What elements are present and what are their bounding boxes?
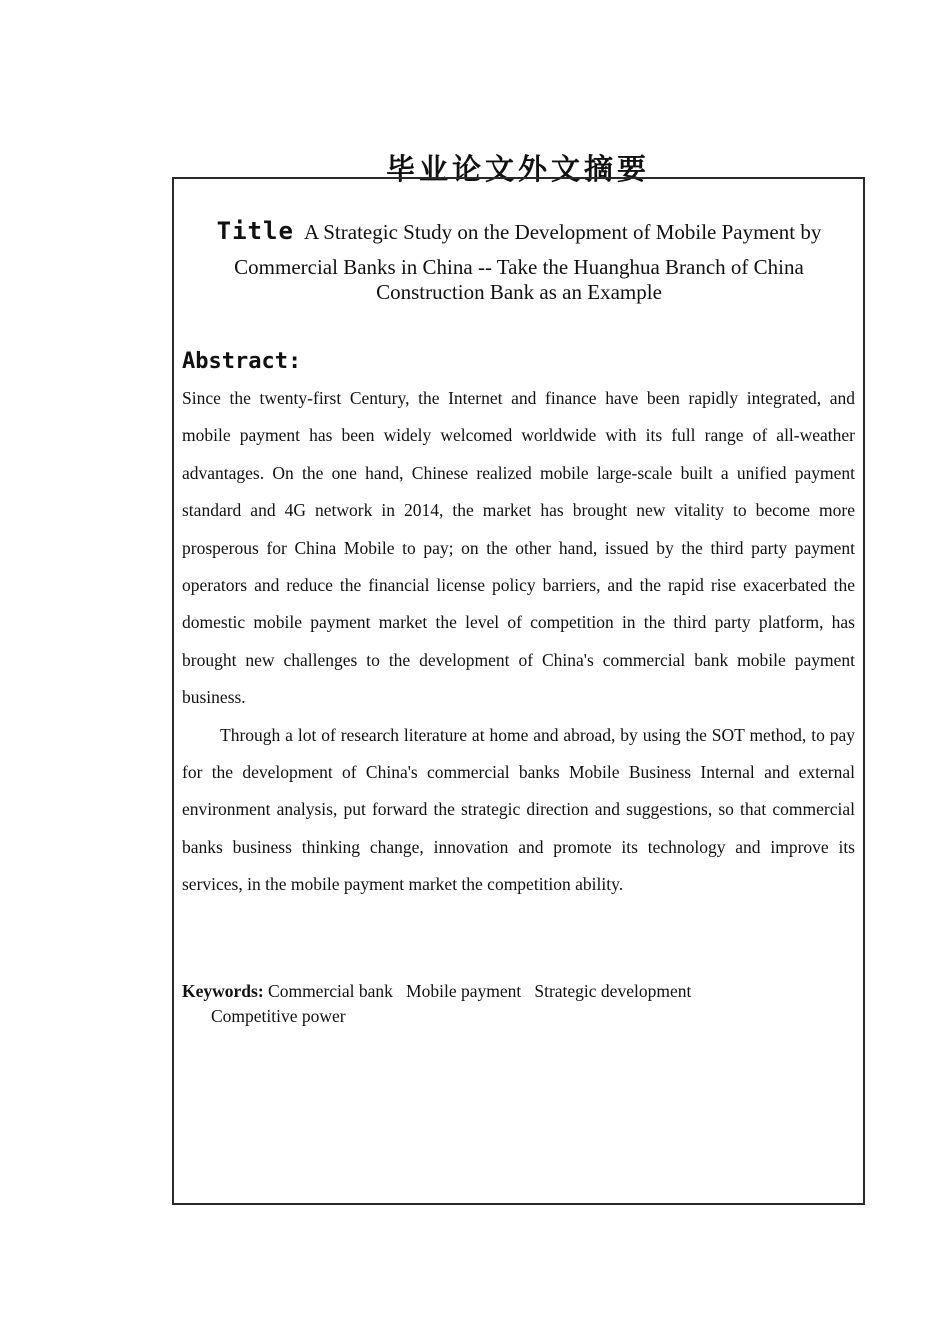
abstract-frame	[172, 177, 865, 1205]
abstract-heading: Abstract:	[182, 349, 302, 374]
abstract-paragraph-2: Through a lot of research literature at home and abroad, by using the SOT method, to pay for the development of China's commercial banks Mobile Business Internal and external environment analysis, put forward the strategic direction and suggestions, so that commercial banks business thinking change, innovation and promote its technology and improve its services, in the mobile payment market the competition ability.	[182, 724, 855, 895]
title-line-1	[204, 219, 834, 255]
title-text-line-3: Construction Bank as an Example	[376, 280, 662, 304]
keywords-values-line-1: Commercial bank Mobile payment Strategic development	[268, 981, 692, 1001]
title-text-line-1: A Strategic Study on the Development of Mobile Payment by	[304, 220, 822, 244]
title-text-line-2: Commercial Banks in China -- Take the Huanghua Branch of China	[234, 255, 804, 279]
title-label: Title	[216, 217, 294, 245]
keywords-block	[182, 979, 855, 1029]
keywords-label: Keywords:	[182, 981, 264, 1001]
keywords-values-line-2: Competitive power	[211, 1006, 346, 1026]
abstract-paragraph-1: Since the twenty-first Century, the Internet and finance have been rapidly integrated, and mobile payment has been widely welcomed worldwide with its full range of all-weather advantages. On the one hand, Chinese realized mobile large-scale built a unified payment standard and 4G network in 2014, the market has brought new vitality to become more prosperous for China Mobile to pay; on the other hand, issued by the third party payment operators and reduce the financial license policy barriers, and the rapid rise exacerbated the domestic mobile payment market the level of competition in the third party platform, has brought new challenges to the development of China's commercial bank mobile payment business.	[182, 388, 855, 708]
abstract-body	[182, 380, 855, 904]
title-block	[204, 219, 834, 305]
keywords-line-1	[182, 979, 855, 1004]
page-title: 毕业论文外文摘要	[385, 152, 650, 187]
